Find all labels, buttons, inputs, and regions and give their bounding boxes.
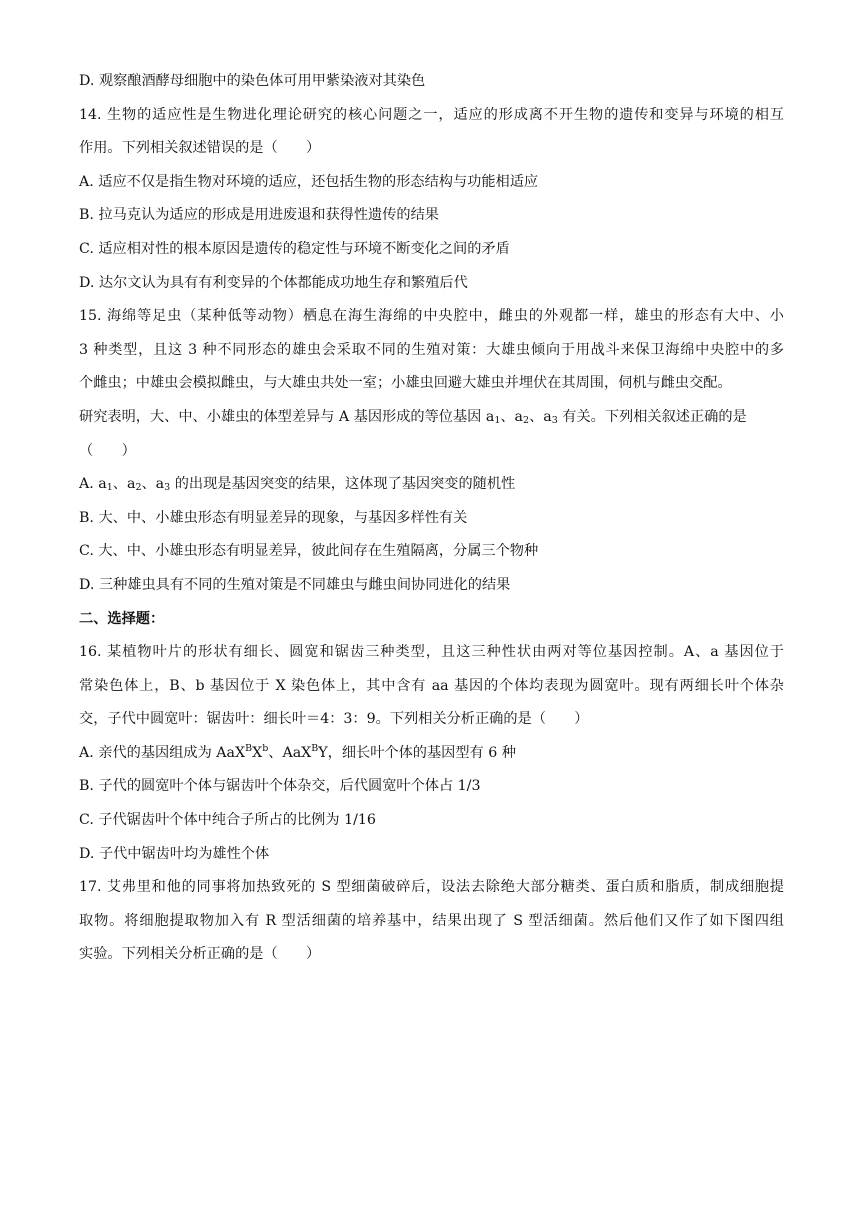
q16-option-b: B. 子代的圆宽叶个体与锯齿叶个体杂交，后代圆宽叶个体占 1/3	[79, 778, 481, 795]
document-page	[79, 70, 784, 977]
section-2-heading: 二、选择题：	[79, 610, 165, 627]
q17-stem-line-1: 17. 艾弗里和他的同事将加热致死的 S 型细菌破碎后，设法去除绝大部分糖类、蛋白质和脂质，制成细胞提	[79, 879, 784, 896]
q15-option-a: A. $a_1$、$a_2$、$a_3$ 的出现是基因突变的结果，这体现了基因突变的随机性	[79, 476, 516, 494]
q15-stem-line-4: 研究表明，大、中、小雄虫的体型差异与 A 基因形成的等位基因 $a_1$、$a_2$、$a_3$ 有关。下列相关叙述正确的是	[79, 408, 747, 426]
q15-option-c: C. 大、中、小雄虫形态有明显差异，彼此间存在生殖隔离，分属三个物种	[79, 543, 539, 560]
q16-stem-line-2: 常染色体上，B、b 基因位于 X 染色体上，其中含有 aa 基因的个体均表现为圆宽叶。现有两细长叶个体杂	[79, 677, 784, 694]
q15-stem-line-3: 个雌虫；中雄虫会模拟雌虫，与大雄虫共处一室；小雄虫回避大雄虫并埋伏在其周围，伺机与雌虫交配。	[79, 375, 732, 392]
q15-option-d: D. 三种雄虫具有不同的生殖对策是不同雄虫与雌虫间协同进化的结果	[79, 576, 511, 593]
q14-option-d: D. 达尔文认为具有有利变异的个体都能成功地生存和繁殖后代	[79, 274, 468, 291]
q13-option-d: D. 观察酿酒酵母细胞中的染色体可用甲紫染液对其染色	[79, 73, 426, 89]
q14-option-a: A. 适应不仅是指生物对环境的适应，还包括生物的形态结构与功能相适应	[79, 173, 539, 190]
q15-stem-line-2: 3 种类型，且这 3 种不同形态的雄虫会采取不同的生殖对策：大雄虫倾向于用战斗来保卫海绵中央腔中的多	[79, 341, 784, 358]
q16-stem-line-3: 交，子代中圆宽叶：锯齿叶：细长叶＝4：3：9。下列相关分析正确的是（ ）	[79, 711, 589, 728]
q16-option-c: C. 子代锯齿叶个体中纯合子所占的比例为 1/16	[79, 812, 376, 829]
q14-stem-line-1: 14. 生物的适应性是生物进化理论研究的核心问题之一，适应的形成离不开生物的遗传和变异与环境的相互	[79, 106, 784, 123]
q16-option-a: A. 亲代的基因组成为 $AaX^BX^b$、AaX$^B$Y，细长叶个体的基因型有 6 种	[79, 742, 516, 761]
q15-stem-line-5: （ ）	[79, 442, 136, 459]
q16-stem-line-1: 16. 某植物叶片的形状有细长、圆宽和锯齿三种类型，且这三种性状由两对等位基因控制。A、a 基因位于	[79, 644, 784, 661]
q14-option-c: C. 适应相对性的根本原因是遗传的稳定性与环境不断变化之间的矛盾	[79, 240, 510, 257]
q15-option-b: B. 大、中、小雄虫形态有明显差异的现象，与基因多样性有关	[79, 509, 468, 526]
q14-stem-line-2: 作用。下列相关叙述错误的是（ ）	[79, 140, 321, 157]
q17-stem-line-3: 实验。下列相关分析正确的是（ ）	[79, 946, 321, 963]
q14-option-b: B. 拉马克认为适应的形成是用进废退和获得性遗传的结果	[79, 207, 439, 224]
q16-option-d: D. 子代中锯齿叶均为雄性个体	[79, 845, 270, 862]
q17-stem-line-2: 取物。将细胞提取物加入有 R 型活细菌的培养基中，结果出现了 S 型活细菌。然后他们又作了如下图四组	[79, 912, 784, 929]
q15-stem-line-1: 15. 海绵等足虫（某种低等动物）栖息在海生海绵的中央腔中，雌虫的外观都一样，雄虫的形态有大中、小	[79, 308, 784, 325]
